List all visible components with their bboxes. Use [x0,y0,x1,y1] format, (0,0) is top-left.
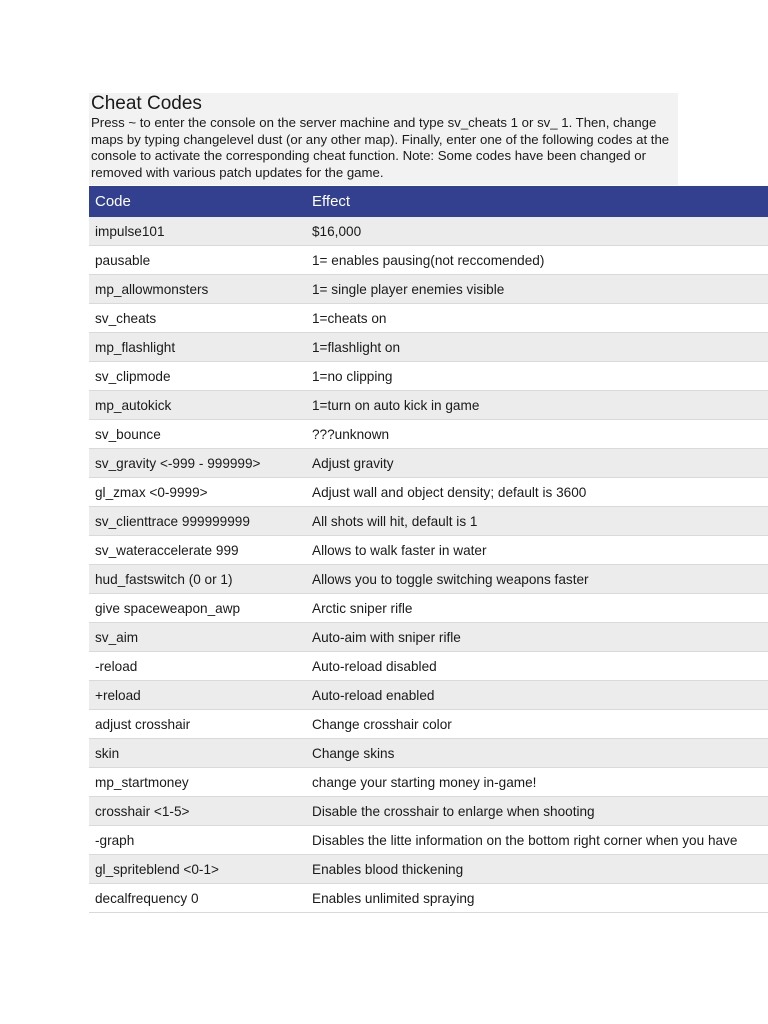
effect-cell: Adjust gravity [312,455,394,471]
effect-cell: Enables blood thickening [312,861,464,877]
code-cell: -reload [95,658,138,674]
code-cell: impulse101 [95,223,165,239]
effect-cell: Arctic sniper rifle [312,600,413,616]
column-header-code: Code [95,193,131,210]
effect-cell: Auto-reload enabled [312,687,435,703]
table-row [89,652,768,681]
intro-text: Press ~ to enter the console on the server machine and type sv_cheats 1 or sv_ 1. Then, change maps by typing changelevel dust (or any other map). Finally, enter one of the following codes at the console to activate the corresponding cheat function. Note: Some codes have been changed or removed with various patch updates for the game. [91,115,670,180]
code-cell: mp_autokick [95,397,172,413]
effect-cell: Auto-reload disabled [312,658,437,674]
code-cell: decalfrequency 0 [95,890,199,906]
code-cell: gl_spriteblend <0-1> [95,861,219,877]
effect-cell: Disables the litte information on the bottom right corner when you have [312,832,738,848]
table-row [89,710,768,739]
code-cell: sv_bounce [95,426,161,442]
table-row [89,246,768,275]
table-row [89,884,768,913]
effect-cell: change your starting money in-game! [312,774,537,790]
table-row [89,304,768,333]
code-cell: crosshair <1-5> [95,803,190,819]
effect-cell: Allows you to toggle switching weapons faster [312,571,589,587]
code-cell: sv_cheats [95,310,157,326]
code-cell: mp_allowmonsters [95,281,209,297]
effect-cell: All shots will hit, default is 1 [312,513,478,529]
table-row [89,333,768,362]
table-row [89,855,768,884]
table-row [89,362,768,391]
code-cell: sv_wateraccelerate 999 [95,542,239,558]
effect-cell: Auto-aim with sniper rifle [312,629,461,645]
effect-cell: 1=cheats on [312,310,387,326]
code-cell: sv_gravity <-999 - 999999> [95,455,261,471]
code-cell: mp_flashlight [95,339,176,355]
effect-cell: 1= enables pausing(not reccomended) [312,252,545,268]
page-title: Cheat Codes [91,93,202,114]
column-header-effect: Effect [312,193,351,210]
table-row [89,536,768,565]
code-cell: skin [95,745,120,761]
code-cell: gl_zmax <0-9999> [95,484,208,500]
code-cell: sv_clienttrace 999999999 [95,513,250,529]
code-cell: sv_aim [95,629,139,645]
effect-cell: 1=turn on auto kick in game [312,397,480,413]
code-cell: hud_fastswitch (0 or 1) [95,571,233,587]
table-row [89,681,768,710]
table-row [89,217,768,246]
code-cell: pausable [95,252,151,268]
table-row [89,391,768,420]
effect-cell: Adjust wall and object density; default is 3600 [312,484,587,500]
code-cell: adjust crosshair [95,716,191,732]
code-cell: sv_clipmode [95,368,171,384]
effect-cell: Enables unlimited spraying [312,890,475,906]
effect-cell: Disable the crosshair to enlarge when shooting [312,803,595,819]
table-row [89,826,768,855]
code-cell: give spaceweapon_awp [95,600,241,616]
effect-cell: 1=flashlight on [312,339,401,355]
code-cell: -graph [95,832,135,848]
table-row [89,449,768,478]
table-row [89,739,768,768]
effect-cell: 1= single player enemies visible [312,281,505,297]
table-row [89,420,768,449]
table-row [89,768,768,797]
table-row [89,275,768,304]
code-cell: mp_startmoney [95,774,189,790]
table-row [89,797,768,826]
table-row [89,623,768,652]
code-cell: +reload [95,687,141,703]
effect-cell: $16,000 [312,223,362,239]
table-row [89,478,768,507]
effect-cell: Change skins [312,745,395,761]
effect-cell: Allows to walk faster in water [312,542,487,558]
cheat-codes-table [89,186,768,913]
table-row [89,507,768,536]
table-header [89,186,768,217]
table-body [89,217,768,913]
table-row [89,565,768,594]
effect-cell: Change crosshair color [312,716,452,732]
intro-box [89,93,678,185]
effect-cell: 1=no clipping [312,368,393,384]
table-row [89,594,768,623]
effect-cell: ???unknown [312,426,390,442]
